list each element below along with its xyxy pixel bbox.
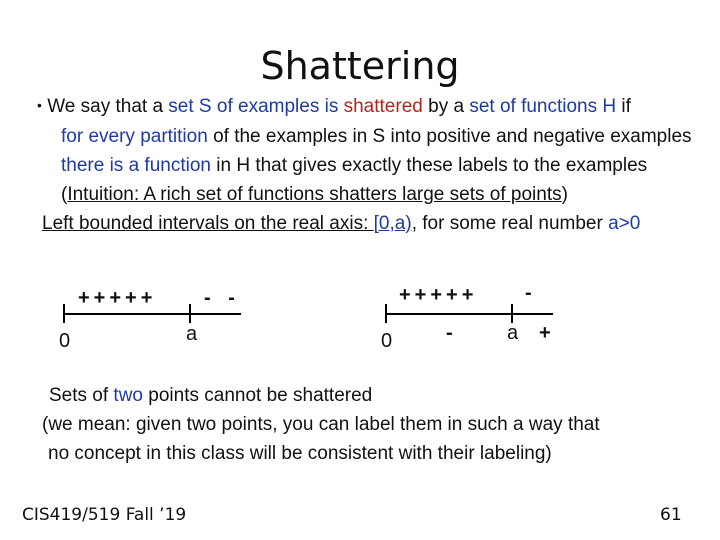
right-plus-bottom: + [539, 322, 551, 344]
line1-is: is [319, 96, 344, 117]
left-minuses: - - [204, 287, 241, 309]
line4-intuition: Intuition: A rich set of functions shatters large sets of points [67, 184, 562, 205]
conclusion-line-2: (we mean: given two points, you can label them in such a way that [42, 414, 600, 435]
right-pluses: +++++ [399, 284, 478, 306]
left-a-tick [189, 304, 191, 323]
right-a-tick [511, 304, 513, 323]
conclusion-sets-of: Sets of [49, 385, 114, 406]
line1-shattered: shattered [343, 96, 423, 117]
bullet-line-3 [61, 155, 647, 177]
line3-rest: in H that gives exactly these labels to the examples [210, 155, 648, 176]
left-a-label: a [186, 323, 198, 345]
left-zero-label: 0 [59, 330, 71, 352]
conclusion-cannot: points cannot be shattered [143, 385, 373, 406]
bullet-line-1 [37, 96, 631, 118]
page-title: Shattering [260, 44, 460, 88]
line1-set-s: set S of examples [168, 96, 320, 117]
left-zero-tick [63, 304, 65, 323]
right-minus-bottom: - [446, 322, 453, 344]
right-zero-tick [385, 304, 387, 323]
line5-a-gt-0: a>0 [608, 213, 641, 234]
right-zero-label: 0 [381, 330, 393, 352]
bullet-line-4 [61, 184, 568, 206]
line3-function: there is a function [61, 155, 211, 176]
conclusion-line-3: no concept in this class will be consistent with their labeling) [48, 443, 552, 464]
line2-rest: of the examples in S into positive and negative examples [207, 126, 692, 147]
line5-interval: [0,a) [373, 213, 412, 234]
conclusion-two: two [113, 385, 143, 406]
left-pluses: +++++ [78, 287, 157, 309]
line1-by-a: by a [422, 96, 470, 117]
line4-open: ( [61, 184, 68, 205]
right-axis-line [385, 313, 553, 315]
line2-partition: for every partition [61, 126, 208, 147]
footer-page-number: 61 [660, 505, 682, 525]
bullet-line-2 [61, 126, 692, 148]
conclusion-line-1 [49, 385, 372, 407]
intervals-line [42, 213, 640, 235]
line1-if: if [616, 96, 631, 117]
line5-some-real: , for some real number [411, 213, 609, 234]
line1-set-functions: set of functions H [469, 96, 617, 117]
left-axis-line [63, 313, 241, 315]
right-minus-top: - [525, 282, 532, 304]
line4-close: ) [561, 184, 568, 205]
line1-text-a: We say that a [47, 96, 169, 117]
right-a-label: a [507, 322, 519, 344]
line5-left-bounded: Left bounded intervals on the real axis: [42, 213, 374, 234]
bullet-dot: • [37, 97, 42, 113]
footer-course: CIS419/519 Fall ’19 [22, 505, 187, 525]
